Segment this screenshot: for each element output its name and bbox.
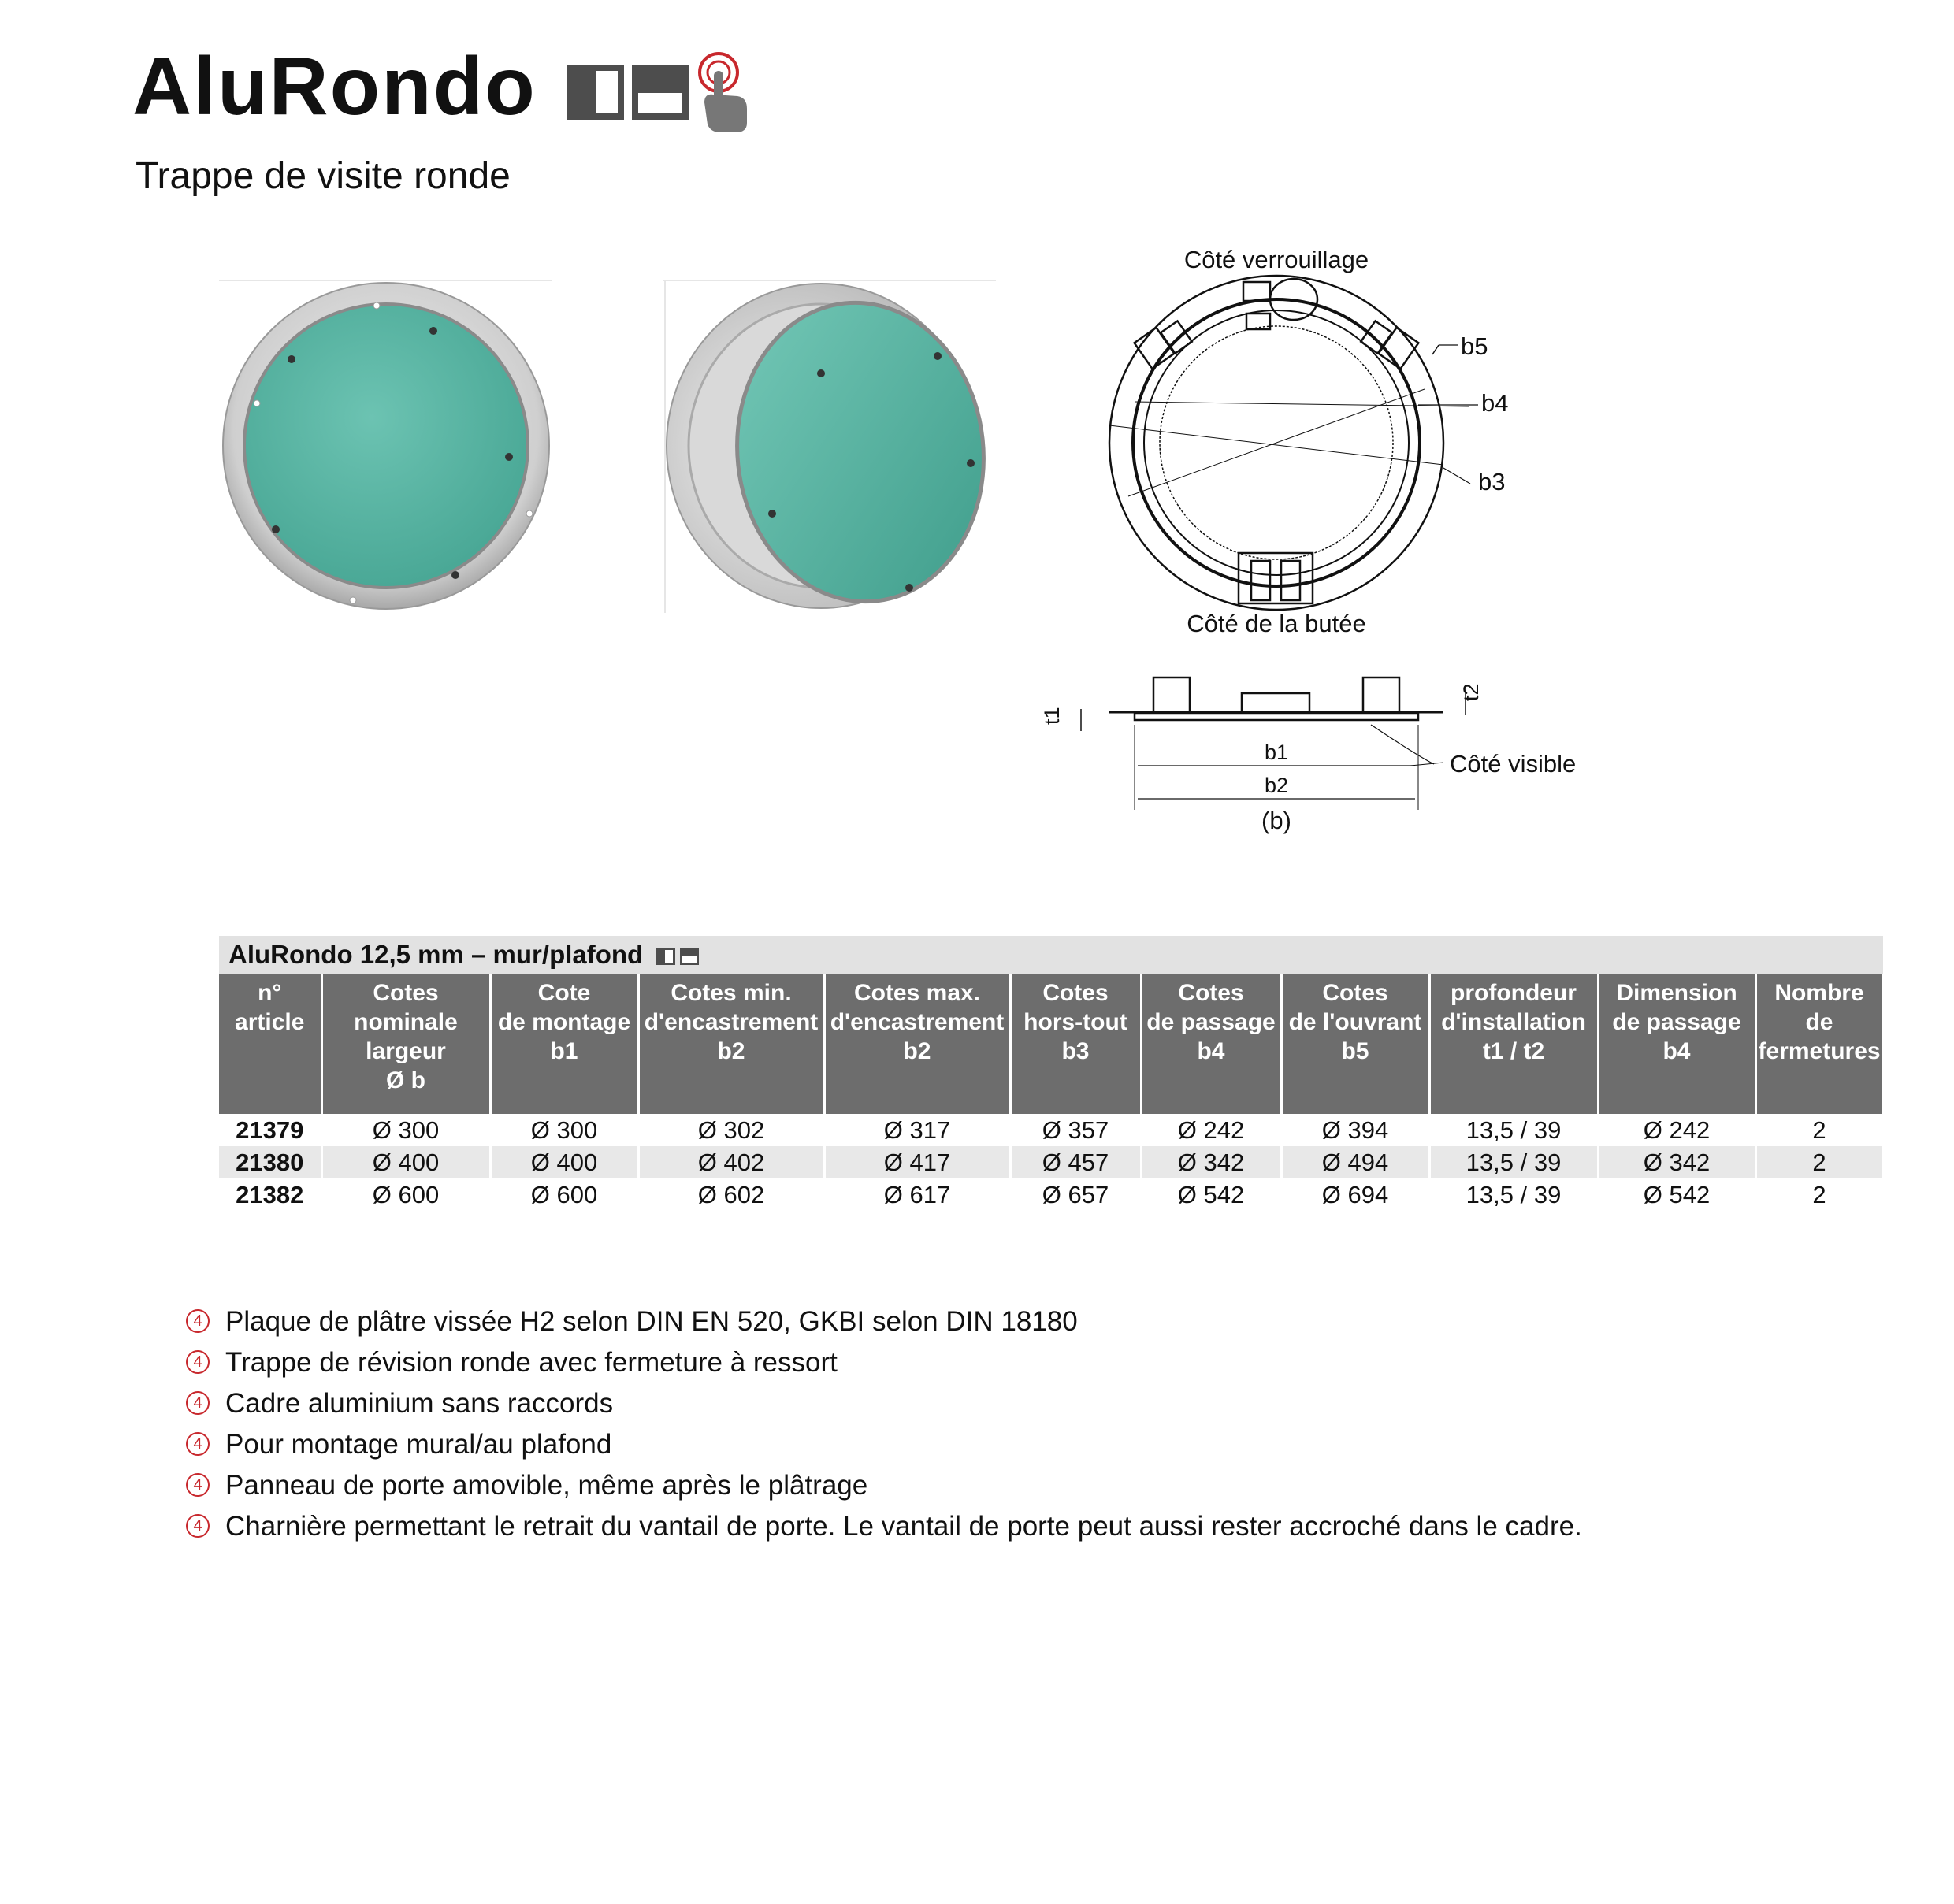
article-number-cell: 21379 <box>219 1114 321 1146</box>
feature-text: Plaque de plâtre vissée H2 selon DIN EN 520, GKBI selon DIN 18180 <box>225 1306 1078 1337</box>
dim-b5: b5 <box>1461 332 1488 360</box>
table-cell: Ø 400 <box>490 1146 638 1178</box>
touch-hand-icon <box>700 54 747 132</box>
feature-text: Charnière permettant le retrait du vantail de porte. Le vantail de porte peut aussi rester accroché dans le cadre. <box>225 1511 1582 1542</box>
column-header <box>1281 974 1429 1114</box>
bullet-icon: 4 <box>186 1473 210 1497</box>
column-header-line: b5 <box>1341 1038 1369 1064</box>
table-cell: Ø 342 <box>1141 1146 1281 1178</box>
column-header-line: b2 <box>903 1038 931 1064</box>
column-header-line: Cotes <box>1178 980 1244 1006</box>
table-cell: 2 <box>1755 1114 1883 1146</box>
bullet-icon: 4 <box>186 1514 210 1538</box>
feature-item <box>186 1383 1582 1424</box>
table-cell: Ø 457 <box>1010 1146 1141 1178</box>
table-cell: Ø 417 <box>824 1146 1010 1178</box>
column-header-line: de <box>1805 1009 1833 1035</box>
diagram-bottom-label: Côté de la butée <box>1187 610 1366 637</box>
table-cell: Ø 317 <box>824 1114 1010 1146</box>
table-cell: Ø 302 <box>638 1114 824 1146</box>
table-cell: 13,5 / 39 <box>1429 1178 1598 1211</box>
column-header-line: de montage <box>497 1009 631 1035</box>
feature-item <box>186 1342 1582 1383</box>
mount-mini-icons <box>655 946 700 967</box>
table-header-row <box>219 974 1883 1114</box>
column-header-line: Cotes max. <box>853 980 981 1006</box>
column-header <box>1141 974 1281 1114</box>
column-header-line: n° <box>258 980 282 1006</box>
column-header <box>1598 974 1755 1114</box>
column-header-line: b1 <box>550 1038 578 1064</box>
column-header-line: Nombre <box>1774 980 1864 1006</box>
column-header-line: b3 <box>1061 1038 1090 1064</box>
table-cell: 2 <box>1755 1146 1883 1178</box>
column-header-line: de passage <box>1146 1009 1276 1035</box>
column-header-line: d'encastrement <box>644 1009 819 1035</box>
table-cell: Ø 602 <box>638 1178 824 1211</box>
table-cell: Ø 400 <box>321 1146 490 1178</box>
bullet-icon: 4 <box>186 1391 210 1415</box>
column-header-line: b4 <box>1662 1038 1691 1064</box>
table-cell: Ø 494 <box>1281 1146 1429 1178</box>
column-header-line: de passage <box>1612 1009 1741 1035</box>
column-header <box>1755 974 1883 1114</box>
visible-side-label: Côté visible <box>1450 750 1577 778</box>
table-cell: Ø 242 <box>1141 1114 1281 1146</box>
ceiling-mount-icon <box>632 65 689 120</box>
table-cell: 13,5 / 39 <box>1429 1114 1598 1146</box>
table-cell: Ø 542 <box>1141 1178 1281 1211</box>
table-cell: Ø 402 <box>638 1146 824 1178</box>
dimensions-table <box>219 936 1885 1211</box>
bullet-icon: 4 <box>186 1309 210 1333</box>
table-row <box>219 1114 1883 1146</box>
hatch-photo-front <box>219 277 552 613</box>
table-cell: 2 <box>1755 1178 1883 1211</box>
table-cell: Ø 617 <box>824 1178 1010 1211</box>
table-cell: Ø 542 <box>1598 1178 1755 1211</box>
feature-text: Panneau de porte amovible, même après le plâtrage <box>225 1470 868 1501</box>
mount-icons <box>566 47 755 138</box>
table-cell: Ø 600 <box>321 1178 490 1211</box>
column-header <box>638 974 824 1114</box>
feature-item <box>186 1301 1582 1342</box>
feature-list <box>186 1301 1582 1547</box>
table-cell: Ø 342 <box>1598 1146 1755 1178</box>
table-cell: Ø 394 <box>1281 1114 1429 1146</box>
column-header <box>490 974 638 1114</box>
column-header-line: fermetures <box>1758 1038 1881 1064</box>
column-header-line: largeur <box>366 1038 446 1064</box>
column-header-line: b2 <box>717 1038 745 1064</box>
column-header-line: nominale <box>354 1009 458 1035</box>
column-header-line: de l'ouvrant <box>1288 1009 1422 1035</box>
product-subtitle: Trappe de visite ronde <box>136 155 511 197</box>
feature-text: Cadre aluminium sans raccords <box>225 1388 614 1419</box>
dim-b2: b2 <box>1264 774 1289 797</box>
column-header-line: Cotes <box>1042 980 1109 1006</box>
table-cell: Ø 694 <box>1281 1178 1429 1211</box>
dim-t1: t1 <box>1040 707 1064 725</box>
table-cell: Ø 657 <box>1010 1178 1141 1211</box>
diagram-top-label: Côté verrouillage <box>1183 246 1369 273</box>
column-header-line: b4 <box>1197 1038 1225 1064</box>
column-header-line: Ø b <box>386 1067 425 1093</box>
table-body <box>219 1114 1883 1211</box>
dim-b1: b1 <box>1264 740 1289 764</box>
column-header-line: t1 / t2 <box>1482 1038 1545 1064</box>
hatch-photo-open <box>663 277 996 613</box>
column-header <box>1010 974 1141 1114</box>
dim-b4: b4 <box>1481 389 1509 417</box>
column-header <box>1429 974 1598 1114</box>
column-header <box>824 974 1010 1114</box>
column-header <box>219 974 321 1114</box>
column-header-line: d'installation <box>1441 1009 1586 1035</box>
column-header-line: d'encastrement <box>830 1009 1005 1035</box>
table-cell: 13,5 / 39 <box>1429 1146 1598 1178</box>
feature-text: Pour montage mural/au plafond <box>225 1429 612 1460</box>
table-cell: Ø 357 <box>1010 1114 1141 1146</box>
feature-text: Trappe de révision ronde avec fermeture à ressort <box>225 1347 838 1378</box>
column-header-line: Cotes <box>373 980 439 1006</box>
column-header-line: Cote <box>537 980 591 1006</box>
column-header <box>321 974 490 1114</box>
product-title: AluRondo <box>132 41 537 132</box>
dim-b3: b3 <box>1478 468 1506 495</box>
column-header-line: Cotes <box>1322 980 1388 1006</box>
article-number-cell: 21380 <box>219 1146 321 1178</box>
feature-item <box>186 1424 1582 1465</box>
column-header-line: profondeur <box>1451 980 1577 1006</box>
table-caption <box>219 936 1883 974</box>
feature-item <box>186 1506 1582 1547</box>
technical-drawing <box>1040 236 1639 851</box>
table-cell: Ø 242 <box>1598 1114 1755 1146</box>
table-cell: Ø 300 <box>490 1114 638 1146</box>
bullet-icon: 4 <box>186 1432 210 1456</box>
dimensions-table-wrap <box>219 936 1883 1211</box>
column-header-line: Cotes min. <box>671 980 792 1006</box>
diagram-caption: (b) <box>1261 807 1291 834</box>
table-caption-text: AluRondo 12,5 mm – mur/plafond <box>228 940 644 969</box>
wall-mount-icon <box>567 65 624 120</box>
column-header-line: Dimension <box>1616 980 1737 1006</box>
table-cell: Ø 300 <box>321 1114 490 1146</box>
table-row <box>219 1178 1883 1211</box>
dim-t2: t2 <box>1459 683 1483 701</box>
table-row <box>219 1146 1883 1178</box>
bullet-icon: 4 <box>186 1350 210 1374</box>
feature-item <box>186 1465 1582 1506</box>
column-header-line: hors-tout <box>1023 1009 1127 1035</box>
article-number-cell: 21382 <box>219 1178 321 1211</box>
column-header-line: article <box>235 1009 305 1035</box>
table-cell: Ø 600 <box>490 1178 638 1211</box>
